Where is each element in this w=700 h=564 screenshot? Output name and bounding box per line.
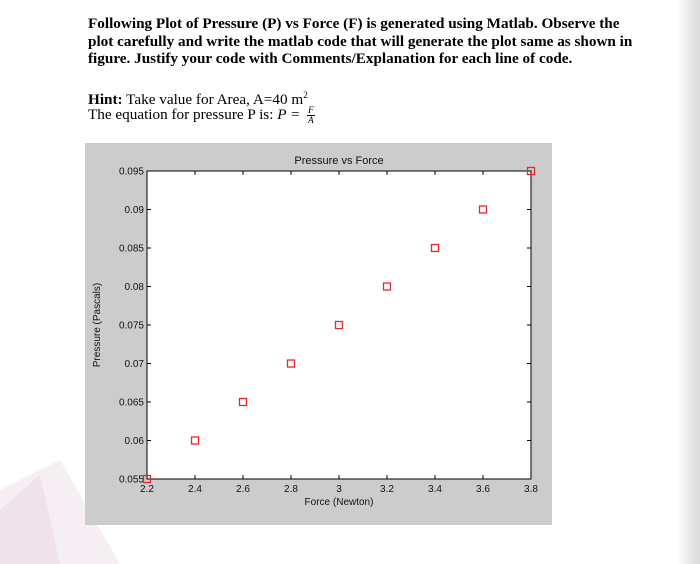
matlab-figure: [85, 143, 552, 525]
y-tick-label: 0.055: [118, 474, 144, 486]
plot-area: [147, 171, 531, 479]
equation-lhs: P =: [277, 106, 301, 123]
x-tick-label: 3.8: [524, 484, 538, 495]
equation-numerator: F: [308, 105, 314, 116]
x-tick-label: 3: [336, 484, 342, 495]
x-tick-label: 2.4: [188, 484, 202, 495]
y-tick-label: 0.08: [124, 282, 144, 293]
y-tick-label: 0.095: [118, 166, 144, 178]
y-axis-label: Pressure (Pascals): [92, 282, 103, 368]
x-tick-label: 3.4: [428, 484, 442, 495]
y-tick-label: 0.07: [124, 359, 144, 370]
y-tick-label: 0.09: [124, 205, 144, 216]
y-tick-label: 0.065: [118, 397, 144, 409]
x-tick-label: 3.6: [476, 484, 490, 495]
y-tick-label: 0.085: [118, 243, 144, 255]
hint-area-text: Take value for Area, A=40 m: [126, 91, 304, 109]
x-tick-label: 3.2: [380, 484, 394, 495]
equation-prefix: The equation for pressure P is:: [88, 106, 278, 123]
x-tick-label: 2.2: [140, 484, 154, 495]
y-tick-label: 0.06: [124, 436, 144, 447]
x-axis-label: Force (Newton): [304, 497, 374, 508]
equation-line: [88, 106, 315, 125]
hint-label: Hint:: [88, 91, 123, 109]
scatter-chart: [85, 143, 552, 525]
question-text: Following Plot of Pressure (P) vs Force (F) is generated using Matlab. Observe the plot carefully and write the matlab code that will generate the plot same as shown in figure. Justify your code with Comments/Explanation for each line of code.: [88, 15, 633, 67]
y-tick-label: 0.075: [118, 320, 144, 332]
x-tick-label: 2.8: [284, 484, 298, 495]
hint-area-exponent: 2: [303, 90, 308, 100]
equation-fraction: [307, 106, 315, 125]
chart-title: Pressure vs Force: [294, 155, 384, 167]
page-right-shadow: [676, 0, 700, 564]
equation-denominator: A: [308, 115, 314, 126]
x-tick-label: 2.6: [236, 484, 250, 495]
